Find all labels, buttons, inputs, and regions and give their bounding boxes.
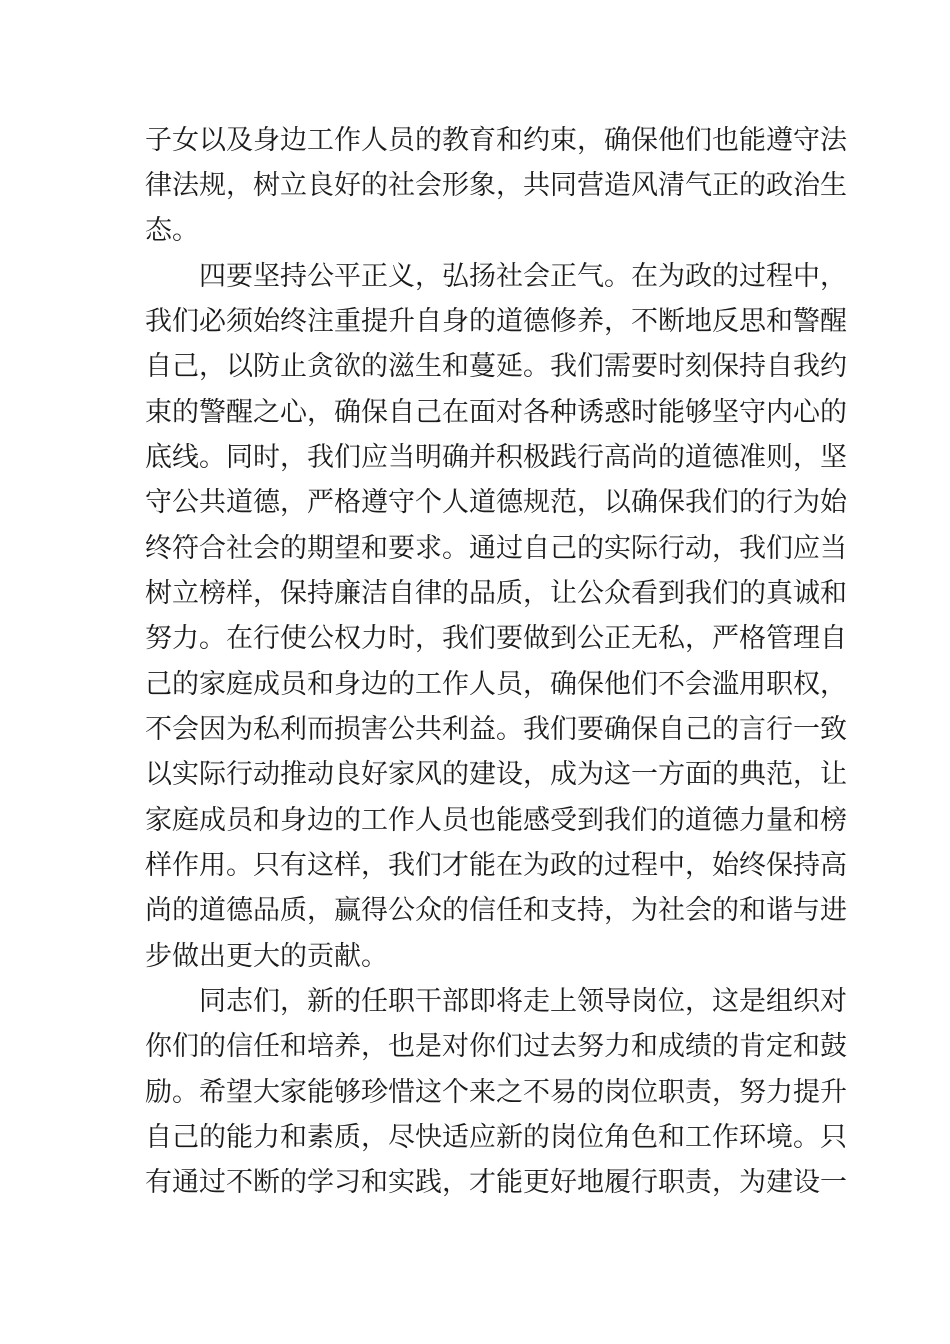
text-line: 子女以及身边工作人员的教育和约束，确保他们也能遵守法 — [145, 125, 847, 156]
text-line: 以实际行动推动良好家风的建设，成为这一方面的典范，让 — [145, 759, 847, 790]
text-line: 步做出更大的贡献。 — [145, 941, 388, 972]
text-line: 树立榜样，保持廉洁自律的品质，让公众看到我们的真诚和 — [145, 578, 847, 609]
text-line: 自己的能力和素质，尽快适应新的岗位角色和工作环境。只 — [145, 1122, 847, 1153]
text-line: 你们的信任和培养，也是对你们过去努力和成绩的肯定和鼓 — [145, 1031, 847, 1062]
text-line: 努力。在行使公权力时，我们要做到公正无私，严格管理自 — [145, 623, 847, 654]
text-line: 己的家庭成员和身边的工作人员，确保他们不会滥用职权， — [145, 669, 847, 700]
text-line: 我们必须始终注重提升自身的道德修养，不断地反思和警醒 — [145, 306, 847, 337]
text-line: 律法规，树立良好的社会形象，共同营造风清气正的政治生 — [145, 170, 847, 201]
text-line: 束的警醒之心，确保自己在面对各种诱惑时能够坚守内心的 — [145, 397, 847, 428]
text-line: 同志们，新的任职干部即将走上领导岗位，这是组织对 — [199, 986, 847, 1017]
text-line: 自己，以防止贪欲的滋生和蔓延。我们需要时刻保持自我约 — [145, 351, 847, 382]
text-line: 四要坚持公平正义，弘扬社会正气。在为政的过程中， — [199, 261, 847, 292]
text-line: 有通过不断的学习和实践，才能更好地履行职责，为建设一 — [145, 1167, 847, 1198]
text-line: 家庭成员和身边的工作人员也能感受到我们的道德力量和榜 — [145, 805, 847, 836]
text-line: 尚的道德品质，赢得公众的信任和支持，为社会的和谐与进 — [145, 895, 847, 926]
text-line: 终符合社会的期望和要求。通过自己的实际行动，我们应当 — [145, 533, 847, 564]
text-line: 守公共道德，严格遵守个人道德规范，以确保我们的行为始 — [145, 487, 847, 518]
text-line: 样作用。只有这样，我们才能在为政的过程中，始终保持高 — [145, 850, 847, 881]
text-line: 不会因为私利而损害公共利益。我们要确保自己的言行一致 — [145, 714, 847, 745]
text-line: 励。希望大家能够珍惜这个来之不易的岗位职责，努力提升 — [145, 1077, 847, 1108]
text-line: 态。 — [145, 215, 199, 246]
text-line: 底线。同时，我们应当明确并积极践行高尚的道德准则，坚 — [145, 442, 847, 473]
